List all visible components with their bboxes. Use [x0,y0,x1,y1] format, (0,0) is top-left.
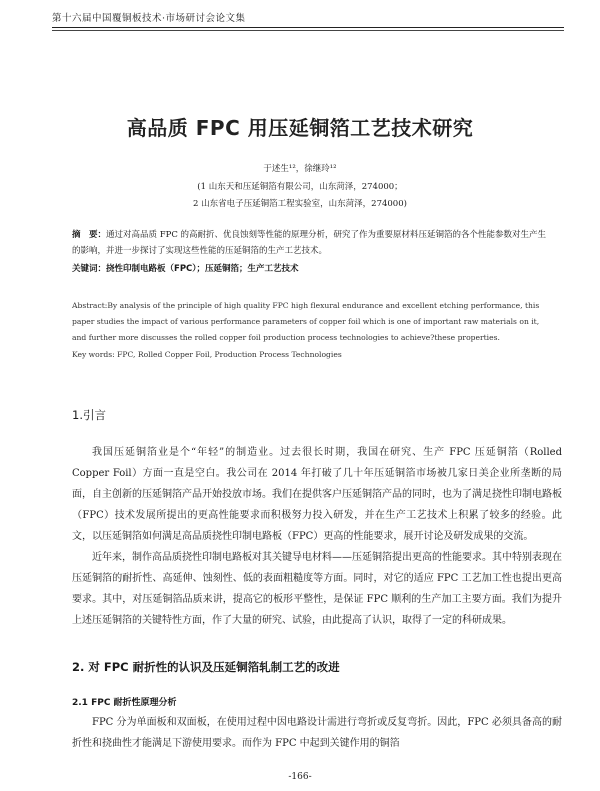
header-rule-thin [52,30,564,31]
keywords-en-label: Key words: [72,350,115,359]
header-rule [52,27,564,28]
section-1-paragraph-2: 近年来，制作高品质挠性印制电路板对其关键导电材料——压延铜箔提出更高的性能要求。其中特别表现在压延铜箔的耐折性、高延伸、蚀刻性、低的表面粗糙度等方面。同时，对它的适应 FPC 工艺加工性也提出更高要求。其中，对压延铜箔品质来讲，提高它的板形平整性，是保证 FPC 顺利的生产加工主要方面。我们为提升上述压延铜箔的关键特性方面，作了大量的研究、试验，由此提高了认识，取得了一定的科研成果。 [72,552,562,626]
abstract-en-label: Abstract: [72,301,108,310]
affiliation-1: (1 山东天和压延铜箔有限公司，山东菏泽，274000； [197,182,403,192]
abstract-zh [72,227,550,259]
keywords-en-text: FPC, Rolled Copper Foil, Production Process Technologies [117,350,342,359]
authors: 于述生¹²，徐继玲¹² [263,164,337,174]
page-number: -166- [288,772,312,782]
abstract-label: 摘 要： [72,230,107,240]
section-2-1-paragraph: FPC 分为单面板和双面板，在使用过程中因电路设计需进行弯折或反复弯折。因此，FPC 必须具备高的耐折性和挠曲性才能满足下游使用要求。而作为 FPC 中起到关键作用的铜箔 [72,717,562,749]
keywords-label: 关键词： [72,264,107,274]
keywords-zh-text: 挠性印制电路板（FPC）；压延铜箔；生产工艺技术 [106,264,299,274]
section-1-paragraph-1: 我国压延铜箔业是个“年轻”的制造业。过去很长时期，我国在研究、生产 FPC 压延铜箔（Rolled Copper Foil）方面一直是空白。我公司在 2014 年打破了几十年压延铜箔市场被几家日美企业所垄断的局面，自主创新的压延铜箔产品开始投放市场。我们在提供客户压延铜箔产品的同时，也为了满足挠性印制电路板（FPC）技术发展所提出的更高性能要求而积极努力投入研发，并在生产工艺技术上积累了较多的经验。此文，以压延铜箔如何满足高品质挠性印制电路板（FPC）更高的性能要求，展开讨论及研发成果的交流。 [72,447,562,542]
abstract-zh-text: 通过对高品质 FPC 的高耐折、优良蚀刻等性能的原理分析，研究了作为重要原材料压延铜箔的各个性能参数对生产生的影响，并进一步探讨了实现这些性能的压延铜箔的生产工艺技术。 [72,230,547,256]
paper-title: 高品质 FPC 用压延铜箔工艺技术研究 [126,116,474,140]
running-header: 第十六届中国覆铜板技术·市场研讨会论文集 [52,13,246,24]
affiliation-2: 2 山东省电子压延铜箔工程实验室，山东菏泽，274000) [193,199,407,209]
abstract-en [72,298,552,346]
section-2-heading: 2. 对 FPC 耐折性的认识及压延铜箔轧制工艺的改进 [72,660,340,674]
keywords-en [72,350,552,359]
abstract-en-text: By analysis of the principle of high quality FPC high flexural endurance and excellent etching performance, this paper studies the impact of various performance parameters of copper foil which is one of important raw materials on it, and further more discusses the rolled copper foil production process technologies to achieve?these properties. [72,301,540,342]
keywords-zh [72,262,550,274]
section-1-heading: 1.引言 [72,408,106,422]
section-2-1-heading: 2.1 FPC 耐折性原理分析 [72,698,177,708]
